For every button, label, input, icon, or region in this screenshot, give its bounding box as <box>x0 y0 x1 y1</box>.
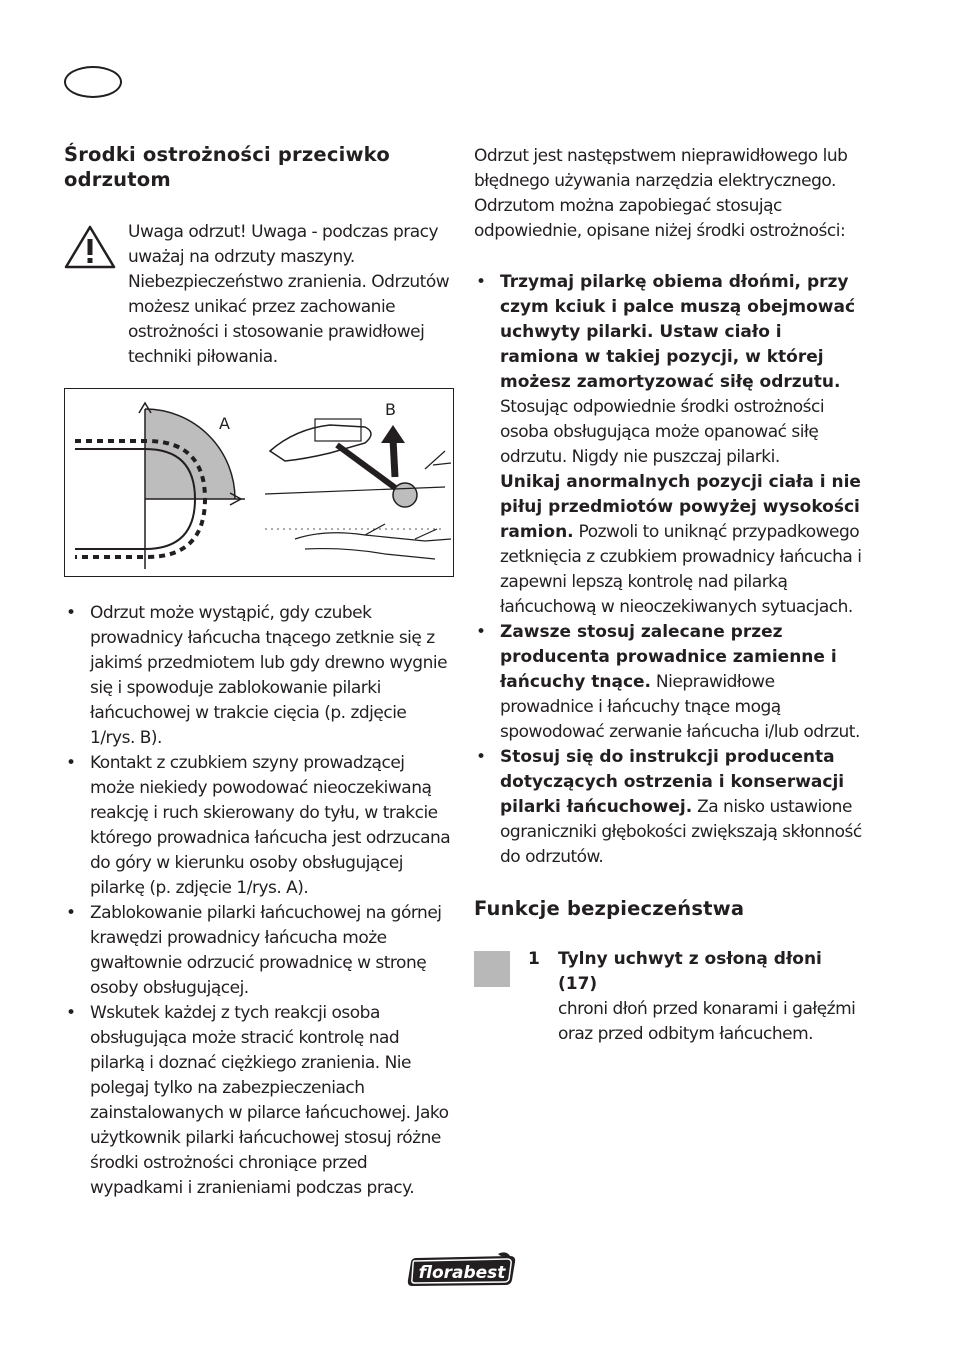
precaution-bullet-list <box>474 270 866 870</box>
list-item-text: Za nisko ustawione ograniczniki głębokości zwiększają skłonność do odrzutów. <box>500 797 862 867</box>
list-item <box>474 270 866 620</box>
feature-description: chroni dłoń przed konarami i gałęźmi oraz przed odbitym łańcuchem. <box>558 999 856 1044</box>
list-item <box>64 601 452 751</box>
list-item <box>474 620 866 745</box>
bullet-dot: • <box>66 603 76 623</box>
figure-label-a: A <box>219 414 230 433</box>
feature-number: 1 <box>528 949 540 969</box>
list-item-bold-text: Stosuj się do instrukcji producenta dotyczących ostrzenia i konserwacji pilarki łańcuchowej. <box>500 747 845 817</box>
list-item <box>64 751 452 901</box>
warning-triangle-icon <box>64 224 116 270</box>
list-item <box>64 901 452 1001</box>
feature-marker <box>474 951 510 987</box>
list-item-text: Nieprawidłowe prowadnice i łańcuchy tnące mogą spowodować zerwanie łańcucha i/lub odrzut. <box>500 672 860 742</box>
bullet-dot: • <box>476 622 486 642</box>
list-item-text: Zablokowanie pilarki łańcuchowej na górnej krawędzi prowadnicy łańcucha może gwałtownie odrzucić prowadnicę w stronę osoby obsługującej. <box>90 903 442 998</box>
bullet-dot: • <box>476 747 486 767</box>
warning-text: Uwaga odrzut! Uwaga - podczas pracy uważaj na odrzuty maszyny. Niebezpieczeństwo zranienia. Odrzutów możesz unikać przez zachowanie ostrożności i stosowanie prawidłowej techniki piłowania. <box>128 222 450 367</box>
kickback-intro: Odrzut jest następstwem nieprawidłowego lub błędnego używania narzędzia elektrycznego. Odrzutom można zapobiegać stosując odpowiednie, opisane niżej środki ostrożności: <box>474 146 848 241</box>
feature-item <box>474 947 866 1077</box>
section-heading-safety-functions: Funkcje bezpieczeństwa <box>474 897 745 920</box>
bullet-dot: • <box>66 1003 76 1023</box>
feature-title: Tylny uchwyt z osłoną dłoni (17) <box>558 949 822 994</box>
bullet-dot: • <box>66 753 76 773</box>
list-item <box>474 745 866 870</box>
list-item-text: Odrzut może wystąpić, gdy czubek prowadnicy łańcucha tnącego zetknie się z jakimś przedmiotem lub gdy drewno wygnie się i spowoduje zablokowanie pilarki łańcuchowej w trakcie cięcia (p. zdjęcie 1/rys. B). <box>90 603 448 748</box>
list-item-text: Kontakt z czubkiem szyny prowadzącej może niekiedy powodować nieoczekiwaną reakcję i ruch skierowany do tyłu, w trakcie którego prowadnica łańcucha jest odrzucana do góry w kierunku osoby obsługującej pilarkę (p. zdjęcie 1/rys. A). <box>90 753 451 898</box>
list-item-text: Wskutek każdej z tych reakcji osoba obsługująca może stracić kontrolę nad pilarką i doznać ciężkiego zranienia. Nie polegaj tylko na zabezpieczeniach zainstalowanych w pilarce łańcuchowej. Jako użytkownik pilarki łańcuchowej stosuj różne środki ostrożności chroniące przed wypadkami i zranieniami podczas pracy. <box>90 1003 449 1198</box>
florabest-logo <box>406 1252 518 1288</box>
right-column <box>474 144 866 1077</box>
kickback-bullet-list <box>64 601 452 1201</box>
chainsaw-kickback-drawing <box>65 389 453 576</box>
warning-block <box>64 220 452 370</box>
figure-label-b: B <box>385 400 396 419</box>
language-badge <box>64 66 122 98</box>
kickback-illustration <box>64 388 454 577</box>
list-item-bold-text: Trzymaj pilarkę obiema dłońmi, przy czym kciuk i palce muszą obejmować uchwyty pilarki. Ustaw ciało i ramiona w takiej pozycji, w której możesz zamortyzować siłę odrzutu. <box>500 272 856 392</box>
left-column <box>64 142 452 1201</box>
list-item <box>64 1001 452 1201</box>
list-item-text: Stosując odpowiednie środki ostrożności osoba obsługująca może opanować siłę odrzutu. Nigdy nie puszczaj pilarki. <box>500 397 825 467</box>
section-heading-kickback: Środki ostrożności przeciwko odrzutom <box>64 143 390 191</box>
bullet-dot: • <box>66 903 76 923</box>
bullet-dot: • <box>476 272 486 292</box>
list-item-text: Pozwoli to uniknąć przypadkowego zetknięcia z czubkiem prowadnicy łańcucha i zapewni lepszą kontrolę nad pilarką łańcuchową w nieoczekiwanych sytuacjach. <box>500 522 862 617</box>
list-item-bold-text: Zawsze stosuj zalecane przez producenta prowadnice zamienne i łańcuchy tnące. <box>500 622 837 692</box>
logo-text: florabest <box>418 1263 506 1283</box>
list-item-bold-text: Unikaj anormalnych pozycji ciała i nie piłuj przedmiotów powyżej wysokości ramion. <box>500 472 861 542</box>
